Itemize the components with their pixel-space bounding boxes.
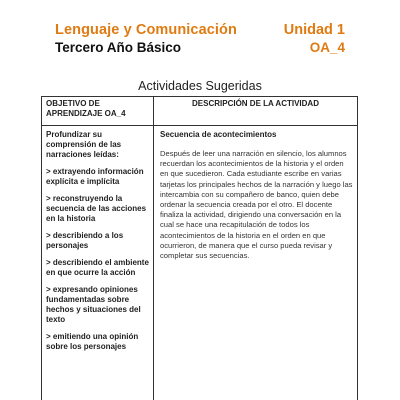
activity-title: Secuencia de acontecimientos — [160, 130, 277, 139]
table-row — [42, 126, 358, 400]
description-column-header: DESCRIPCIÓN DE LA ACTIVIDAD — [154, 97, 358, 126]
objective-cell — [42, 126, 154, 400]
oa-label: OA_4 — [309, 40, 345, 55]
table-header-row — [42, 97, 358, 126]
objective-item: > reconstruyendo la secuencia de las acciones en la historia — [46, 194, 147, 223]
objective-item: > extrayendo información explícita e implícita — [46, 167, 144, 186]
activity-table — [41, 96, 358, 400]
unit-label: Unidad 1 — [283, 22, 345, 38]
description-cell — [154, 126, 358, 400]
objective-item: > describiendo a los personajes — [46, 231, 124, 250]
header-row-2 — [55, 38, 345, 55]
header-row-1 — [55, 22, 345, 38]
activity-body: Después de leer una narración en silencio, los alumnos recuerdan los acontecimientos de la historia y el orden en que sucedieron. Cada estudiante escribe en varias tarjetas los principales hechos de la narración y luego las intercambia con su compañero de banco, quien debe ordenar la secuencia creada por el otro. El docente finaliza la actividad, dirigiendo una conversación en la cual se hace una recapitulación de todos los acontecimientos de la historia en el orden en que ocurrieron, de manera que el curso pueda revisar y completar sus secuencias. — [160, 149, 353, 261]
document-header — [55, 22, 345, 55]
objective-column-header: OBJETIVO DE APRENDIZAJE OA_4 — [42, 97, 154, 126]
section-title: Actividades Sugeridas — [138, 79, 262, 93]
grade-label: Tercero Año Básico — [55, 40, 182, 55]
objective-item: > expresando opiniones fundamentadas sobre hechos y situaciones del texto — [46, 285, 141, 324]
subject-title: Lenguaje y Comunicación — [55, 22, 237, 38]
objective-item: > describiendo el ambiente en que ocurre la acción — [46, 258, 149, 277]
objective-item: > emitiendo una opinión sobre los personajes — [46, 332, 139, 351]
objective-intro: Profundizar su comprensión de las narraciones leídas: — [46, 130, 122, 159]
